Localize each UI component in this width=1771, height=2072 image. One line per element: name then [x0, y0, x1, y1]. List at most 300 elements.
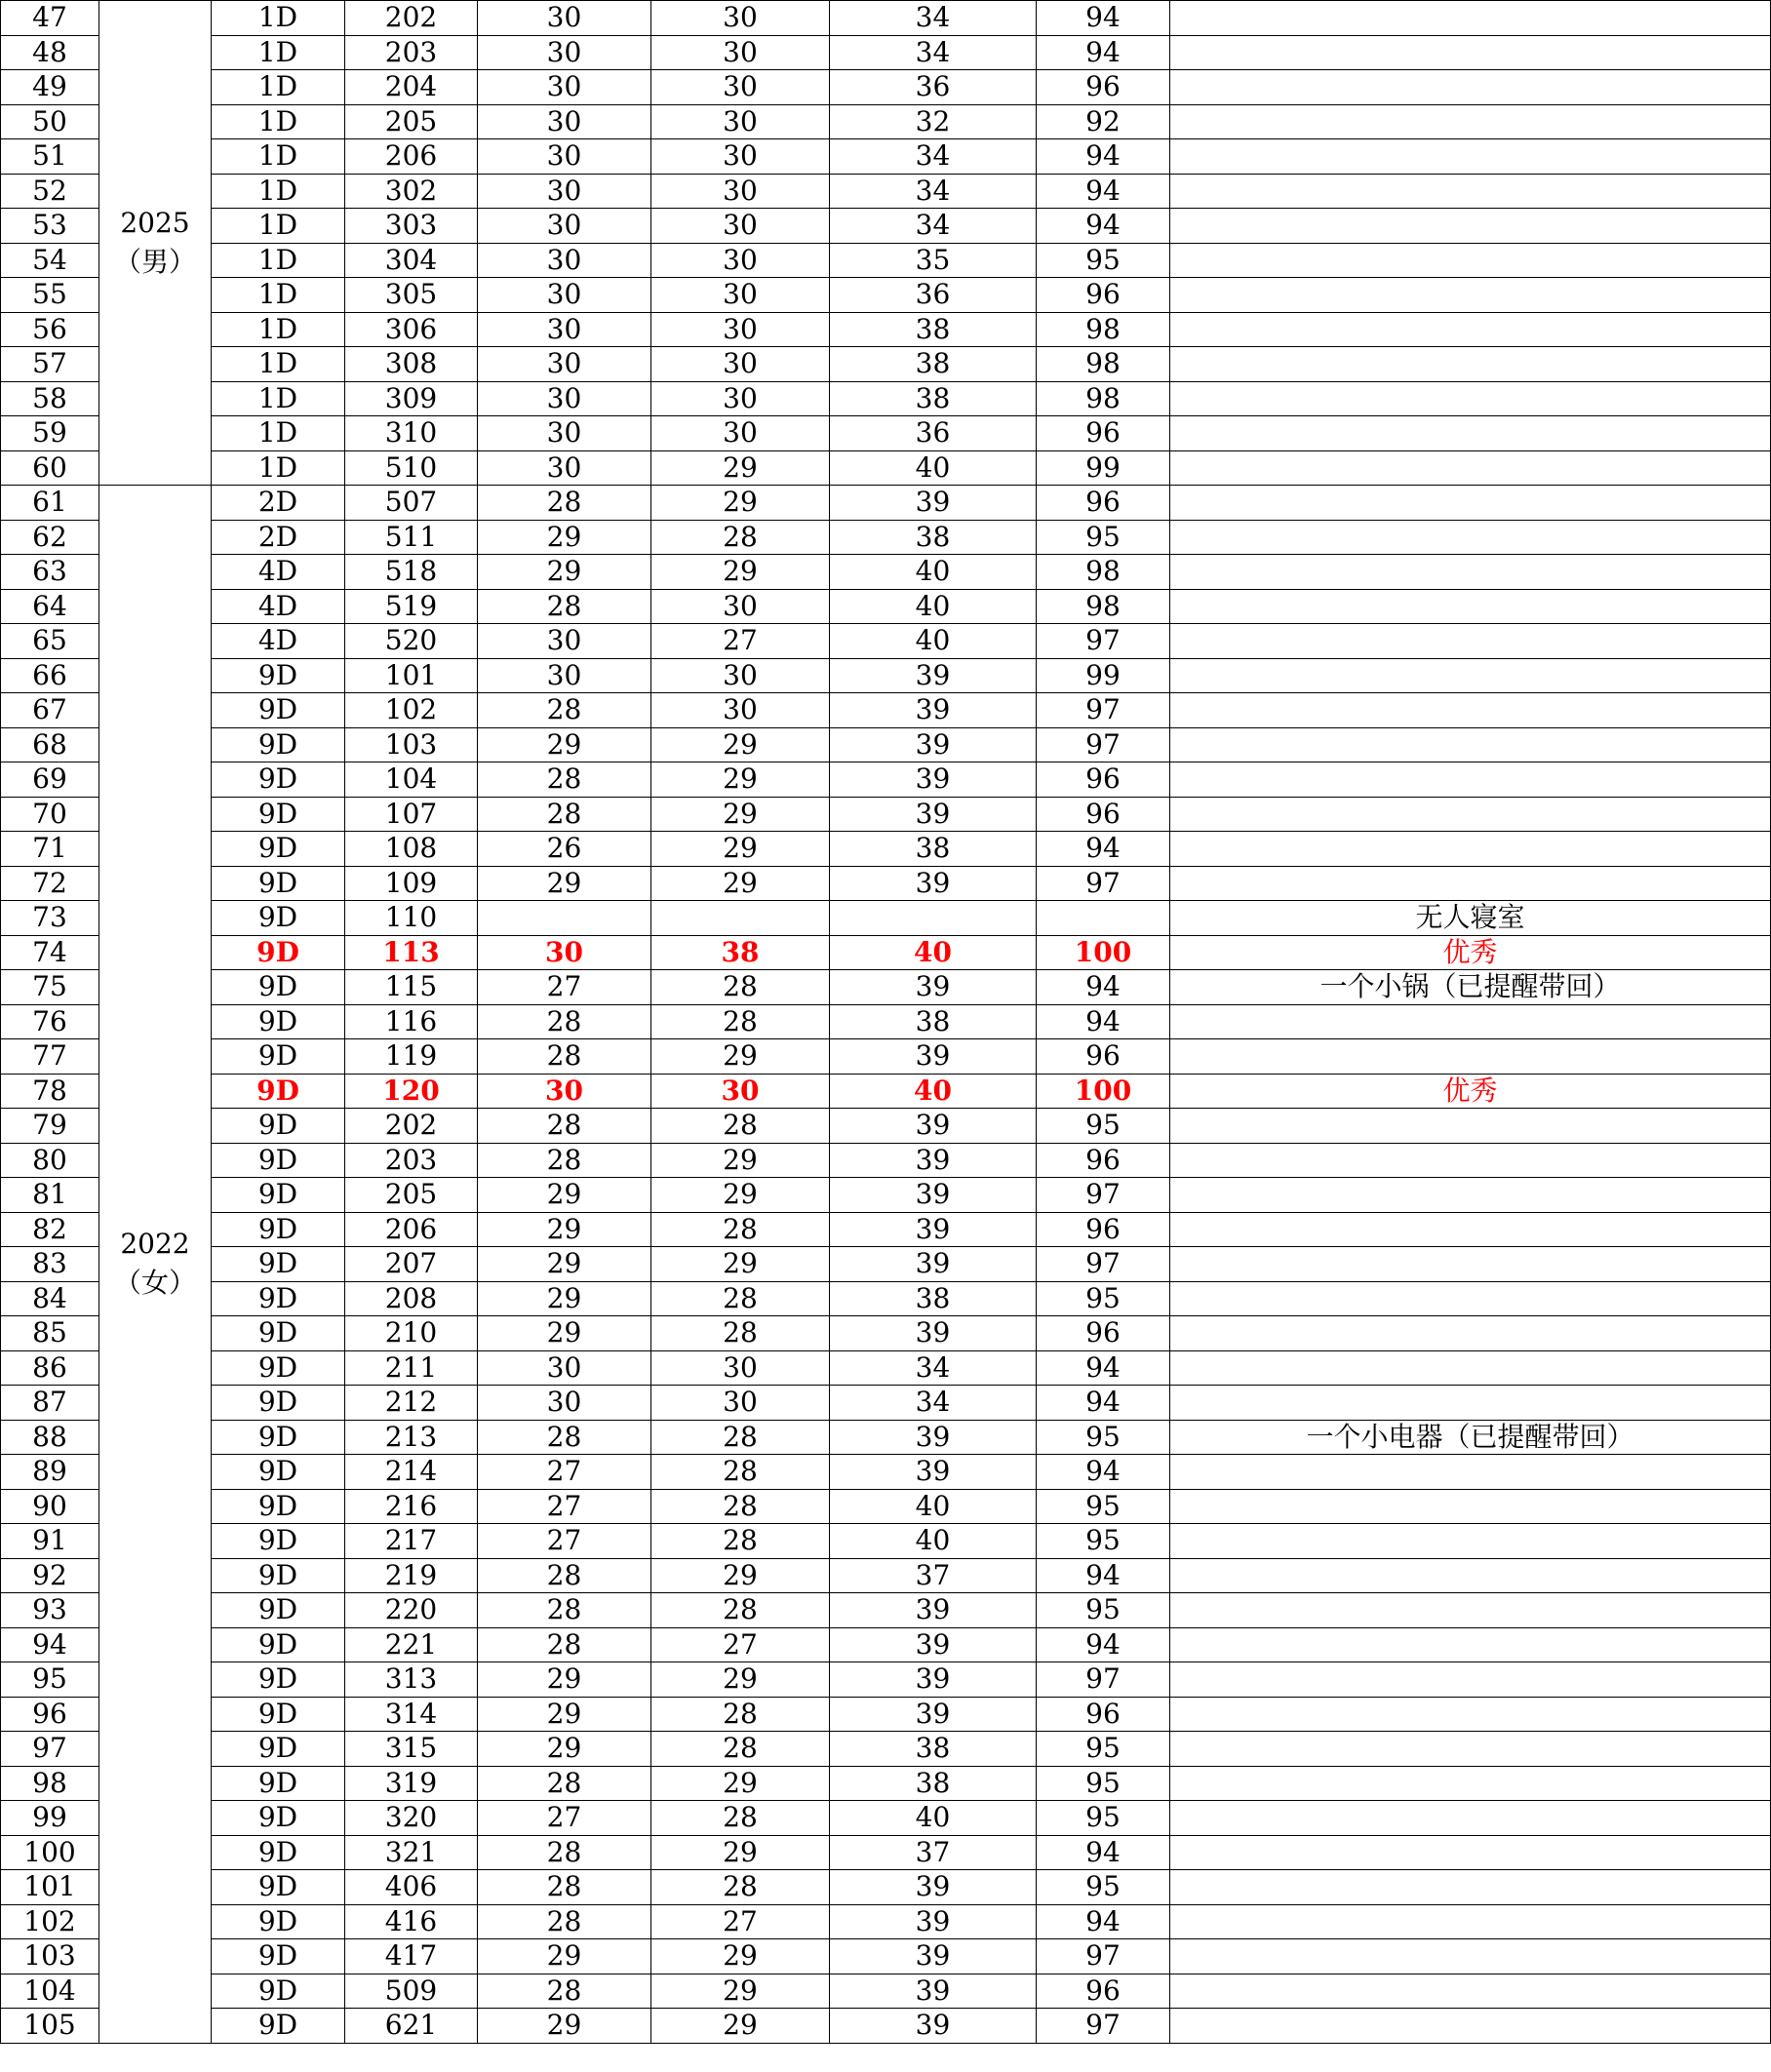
table-row	[1, 901, 1771, 936]
score-c-cell: 39	[830, 1974, 1037, 2009]
note-cell	[1170, 1904, 1771, 1939]
table-row	[1, 589, 1771, 624]
building-cell: 9D	[212, 832, 345, 867]
total-cell: 100	[1037, 935, 1170, 970]
room-cell: 204	[345, 70, 478, 105]
building-cell: 2D	[212, 486, 345, 521]
room-cell: 214	[345, 1455, 478, 1490]
row-number-cell: 86	[1, 1350, 99, 1386]
score-c-cell: 34	[830, 139, 1037, 175]
score-c-cell: 38	[830, 520, 1037, 555]
total-cell: 98	[1037, 347, 1170, 382]
score-c-cell: 34	[830, 1350, 1037, 1386]
score-b-cell: 30	[651, 658, 830, 693]
score-c-cell: 34	[830, 1, 1037, 36]
row-number-cell: 71	[1, 832, 99, 867]
table-row	[1, 1386, 1771, 1421]
table-row	[1, 35, 1771, 70]
note-cell	[1170, 416, 1771, 451]
total-cell: 94	[1037, 1, 1170, 36]
total-cell: 95	[1037, 1593, 1170, 1628]
score-a-cell: 30	[478, 416, 651, 451]
room-cell: 416	[345, 1904, 478, 1939]
row-number-cell: 78	[1, 1074, 99, 1109]
room-cell: 206	[345, 1212, 478, 1247]
building-cell: 1D	[212, 312, 345, 347]
building-cell: 1D	[212, 174, 345, 209]
room-cell: 212	[345, 1386, 478, 1421]
total-cell: 95	[1037, 1766, 1170, 1801]
total-cell: 94	[1037, 174, 1170, 209]
row-number-cell: 105	[1, 2009, 99, 2044]
total-cell: 95	[1037, 1281, 1170, 1316]
total-cell: 96	[1037, 416, 1170, 451]
building-cell: 1D	[212, 243, 345, 278]
score-c-cell: 34	[830, 35, 1037, 70]
row-number-cell: 87	[1, 1386, 99, 1421]
score-b-cell: 29	[651, 1039, 830, 1075]
room-cell: 116	[345, 1004, 478, 1039]
row-number-cell: 93	[1, 1593, 99, 1628]
building-cell: 9D	[212, 1281, 345, 1316]
total-cell: 94	[1037, 139, 1170, 175]
score-c-cell: 38	[830, 832, 1037, 867]
total-cell: 94	[1037, 35, 1170, 70]
building-cell: 9D	[212, 1627, 345, 1662]
table-row	[1, 1420, 1771, 1455]
building-cell: 9D	[212, 1316, 345, 1351]
room-cell: 519	[345, 589, 478, 624]
room-cell: 210	[345, 1316, 478, 1351]
building-cell: 9D	[212, 727, 345, 762]
table-row	[1, 312, 1771, 347]
score-b-cell: 30	[651, 416, 830, 451]
row-number-cell: 70	[1, 797, 99, 832]
score-a-cell: 28	[478, 762, 651, 798]
room-cell: 103	[345, 727, 478, 762]
total-cell: 98	[1037, 589, 1170, 624]
table-row	[1, 797, 1771, 832]
building-cell: 1D	[212, 416, 345, 451]
score-a-cell: 30	[478, 209, 651, 244]
score-b-cell: 29	[651, 762, 830, 798]
score-c-cell: 39	[830, 658, 1037, 693]
row-number-cell: 92	[1, 1558, 99, 1593]
total-cell: 95	[1037, 1109, 1170, 1144]
room-cell: 205	[345, 104, 478, 139]
total-cell: 97	[1037, 2009, 1170, 2044]
note-cell	[1170, 2009, 1771, 2044]
score-a-cell: 29	[478, 1178, 651, 1213]
table-row	[1, 1039, 1771, 1075]
row-number-cell: 50	[1, 104, 99, 139]
total-cell: 97	[1037, 727, 1170, 762]
note-cell	[1170, 1801, 1771, 1836]
score-b-cell: 28	[651, 1281, 830, 1316]
table-row	[1, 1, 1771, 36]
score-a-cell: 30	[478, 174, 651, 209]
note-cell	[1170, 762, 1771, 798]
score-c-cell: 39	[830, 1593, 1037, 1628]
table-row	[1, 416, 1771, 451]
note-cell	[1170, 35, 1771, 70]
score-b-cell: 29	[651, 832, 830, 867]
score-c-cell: 39	[830, 1143, 1037, 1178]
total-cell: 97	[1037, 1178, 1170, 1213]
note-cell	[1170, 278, 1771, 313]
total-cell: 98	[1037, 555, 1170, 590]
score-a-cell: 30	[478, 104, 651, 139]
note-cell	[1170, 1939, 1771, 1974]
score-c-cell: 36	[830, 416, 1037, 451]
total-cell: 94	[1037, 1350, 1170, 1386]
score-a-cell: 28	[478, 1039, 651, 1075]
building-cell: 9D	[212, 1386, 345, 1421]
note-cell	[1170, 1039, 1771, 1075]
note-cell	[1170, 1247, 1771, 1282]
score-b-cell: 29	[651, 1662, 830, 1698]
total-cell: 95	[1037, 243, 1170, 278]
note-cell	[1170, 1386, 1771, 1421]
score-c-cell: 39	[830, 1455, 1037, 1490]
score-b-cell: 29	[651, 2009, 830, 2044]
room-cell: 310	[345, 416, 478, 451]
score-c-cell: 40	[830, 935, 1037, 970]
building-cell: 2D	[212, 520, 345, 555]
note-cell	[1170, 70, 1771, 105]
total-cell: 96	[1037, 1697, 1170, 1732]
room-cell: 417	[345, 1939, 478, 1974]
score-c-cell: 40	[830, 1074, 1037, 1109]
note-cell	[1170, 1662, 1771, 1698]
score-b-cell: 27	[651, 1904, 830, 1939]
building-cell: 1D	[212, 1, 345, 36]
score-b-cell: 28	[651, 1420, 830, 1455]
table-row	[1, 1627, 1771, 1662]
total-cell: 99	[1037, 450, 1170, 486]
score-b-cell: 28	[651, 1212, 830, 1247]
building-cell: 9D	[212, 1420, 345, 1455]
building-cell: 1D	[212, 278, 345, 313]
table-row	[1, 1143, 1771, 1178]
score-c-cell: 37	[830, 1835, 1037, 1870]
total-cell: 97	[1037, 1247, 1170, 1282]
score-c-cell: 35	[830, 243, 1037, 278]
note-cell	[1170, 727, 1771, 762]
building-cell: 1D	[212, 209, 345, 244]
note-cell	[1170, 1316, 1771, 1351]
table-row	[1, 1247, 1771, 1282]
score-b-cell: 29	[651, 555, 830, 590]
note-cell	[1170, 1178, 1771, 1213]
building-cell: 9D	[212, 1801, 345, 1836]
score-b-cell: 30	[651, 139, 830, 175]
score-c-cell: 39	[830, 1662, 1037, 1698]
total-cell: 94	[1037, 1558, 1170, 1593]
room-cell: 621	[345, 2009, 478, 2044]
score-a-cell: 30	[478, 1350, 651, 1386]
score-c-cell: 39	[830, 1109, 1037, 1144]
group-year: 2025	[120, 207, 190, 239]
table-body	[1, 1, 1771, 2044]
score-b-cell: 29	[651, 797, 830, 832]
row-number-cell: 74	[1, 935, 99, 970]
room-cell: 319	[345, 1766, 478, 1801]
score-c-cell: 40	[830, 450, 1037, 486]
score-b-cell: 28	[651, 1004, 830, 1039]
row-number-cell: 76	[1, 1004, 99, 1039]
score-a-cell: 28	[478, 1904, 651, 1939]
row-number-cell: 68	[1, 727, 99, 762]
row-number-cell: 48	[1, 35, 99, 70]
score-a-cell: 28	[478, 1420, 651, 1455]
score-c-cell: 32	[830, 104, 1037, 139]
score-a-cell: 30	[478, 1386, 651, 1421]
table-row	[1, 693, 1771, 728]
score-c-cell: 38	[830, 1004, 1037, 1039]
score-a-cell: 29	[478, 1247, 651, 1282]
room-cell: 305	[345, 278, 478, 313]
building-cell: 9D	[212, 797, 345, 832]
score-a-cell: 28	[478, 1143, 651, 1178]
building-cell: 9D	[212, 1904, 345, 1939]
score-c-cell: 34	[830, 174, 1037, 209]
row-number-cell: 63	[1, 555, 99, 590]
table-row	[1, 1766, 1771, 1801]
note-cell	[1170, 312, 1771, 347]
score-c-cell: 38	[830, 347, 1037, 382]
table-row	[1, 243, 1771, 278]
table-row	[1, 1939, 1771, 1974]
table-row	[1, 1697, 1771, 1732]
score-c-cell: 40	[830, 1801, 1037, 1836]
row-number-cell: 64	[1, 589, 99, 624]
score-b-cell: 30	[651, 1386, 830, 1421]
score-b-cell: 28	[651, 1524, 830, 1559]
note-cell	[1170, 589, 1771, 624]
score-a-cell: 29	[478, 1281, 651, 1316]
score-a-cell: 30	[478, 312, 651, 347]
room-cell: 113	[345, 935, 478, 970]
score-a-cell: 27	[478, 970, 651, 1005]
room-cell: 213	[345, 1420, 478, 1455]
total-cell: 96	[1037, 762, 1170, 798]
score-c-cell: 34	[830, 1386, 1037, 1421]
score-b-cell: 30	[651, 35, 830, 70]
building-cell: 9D	[212, 1039, 345, 1075]
building-cell: 9D	[212, 1004, 345, 1039]
total-cell: 97	[1037, 624, 1170, 659]
row-number-cell: 91	[1, 1524, 99, 1559]
table-row	[1, 1281, 1771, 1316]
building-cell: 9D	[212, 1455, 345, 1490]
room-cell: 109	[345, 866, 478, 901]
room-cell: 208	[345, 1281, 478, 1316]
row-number-cell: 58	[1, 381, 99, 416]
room-cell: 306	[345, 312, 478, 347]
row-number-cell: 51	[1, 139, 99, 175]
row-number-cell: 83	[1, 1247, 99, 1282]
total-cell: 95	[1037, 1489, 1170, 1524]
building-cell: 9D	[212, 1974, 345, 2009]
building-cell: 1D	[212, 70, 345, 105]
score-a-cell: 30	[478, 139, 651, 175]
score-a-cell: 28	[478, 1627, 651, 1662]
note-cell	[1170, 832, 1771, 867]
score-c-cell: 39	[830, 1939, 1037, 1974]
score-b-cell: 30	[651, 174, 830, 209]
score-a-cell: 30	[478, 243, 651, 278]
score-a-cell: 28	[478, 589, 651, 624]
score-c-cell: 38	[830, 1732, 1037, 1767]
total-cell: 97	[1037, 693, 1170, 728]
note-cell	[1170, 139, 1771, 175]
row-number-cell: 52	[1, 174, 99, 209]
room-cell: 202	[345, 1109, 478, 1144]
building-cell: 1D	[212, 35, 345, 70]
table-row	[1, 70, 1771, 105]
row-number-cell: 95	[1, 1662, 99, 1698]
room-cell: 203	[345, 1143, 478, 1178]
score-a-cell: 30	[478, 347, 651, 382]
score-c-cell: 39	[830, 1904, 1037, 1939]
note-cell	[1170, 1281, 1771, 1316]
total-cell: 96	[1037, 1212, 1170, 1247]
building-cell: 9D	[212, 1662, 345, 1698]
table-row	[1, 278, 1771, 313]
score-b-cell: 30	[651, 381, 830, 416]
total-cell: 95	[1037, 1524, 1170, 1559]
note-cell: 一个小锅（已提醒带回）	[1170, 970, 1771, 1005]
score-c-cell: 36	[830, 278, 1037, 313]
score-a-cell: 29	[478, 1212, 651, 1247]
note-cell	[1170, 658, 1771, 693]
score-b-cell: 27	[651, 1627, 830, 1662]
group-year: 2022	[120, 1228, 190, 1261]
row-number-cell: 101	[1, 1870, 99, 1905]
total-cell: 96	[1037, 1974, 1170, 2009]
building-cell: 9D	[212, 1766, 345, 1801]
building-cell: 9D	[212, 1593, 345, 1628]
score-a-cell: 30	[478, 381, 651, 416]
row-number-cell: 49	[1, 70, 99, 105]
room-cell: 211	[345, 1350, 478, 1386]
note-cell	[1170, 347, 1771, 382]
score-a-cell: 30	[478, 935, 651, 970]
building-cell: 1D	[212, 450, 345, 486]
building-cell: 1D	[212, 347, 345, 382]
table-row	[1, 1801, 1771, 1836]
score-c-cell: 39	[830, 486, 1037, 521]
building-cell: 9D	[212, 1247, 345, 1282]
total-cell: 94	[1037, 209, 1170, 244]
note-cell	[1170, 1870, 1771, 1905]
table-row	[1, 1558, 1771, 1593]
score-a-cell: 27	[478, 1801, 651, 1836]
room-cell: 104	[345, 762, 478, 798]
table-row	[1, 1455, 1771, 1490]
note-cell	[1170, 209, 1771, 244]
score-c-cell: 39	[830, 1178, 1037, 1213]
table-row	[1, 1870, 1771, 1905]
table-row	[1, 520, 1771, 555]
table-row	[1, 624, 1771, 659]
room-cell: 511	[345, 520, 478, 555]
score-c-cell: 39	[830, 693, 1037, 728]
table-row	[1, 486, 1771, 521]
row-number-cell: 61	[1, 486, 99, 521]
score-b-cell: 28	[651, 1109, 830, 1144]
score-b-cell: 29	[651, 1143, 830, 1178]
note-cell	[1170, 1766, 1771, 1801]
note-cell	[1170, 797, 1771, 832]
total-cell: 94	[1037, 970, 1170, 1005]
score-c-cell: 38	[830, 1281, 1037, 1316]
row-number-cell: 77	[1, 1039, 99, 1075]
score-b-cell: 30	[651, 1074, 830, 1109]
room-cell: 207	[345, 1247, 478, 1282]
note-cell	[1170, 1697, 1771, 1732]
score-b-cell: 38	[651, 935, 830, 970]
note-cell	[1170, 1212, 1771, 1247]
row-number-cell: 97	[1, 1732, 99, 1767]
total-cell: 94	[1037, 1455, 1170, 1490]
total-cell: 100	[1037, 1074, 1170, 1109]
note-cell	[1170, 1, 1771, 36]
row-number-cell: 73	[1, 901, 99, 936]
score-c-cell: 40	[830, 555, 1037, 590]
score-a-cell: 27	[478, 1524, 651, 1559]
score-b-cell: 29	[651, 1247, 830, 1282]
score-b-cell: 29	[651, 1835, 830, 1870]
score-b-cell: 28	[651, 1801, 830, 1836]
table-row	[1, 658, 1771, 693]
score-c-cell: 39	[830, 1247, 1037, 1282]
building-cell: 9D	[212, 762, 345, 798]
total-cell: 96	[1037, 1039, 1170, 1075]
table-row	[1, 174, 1771, 209]
note-cell: 一个小电器（已提醒带回）	[1170, 1420, 1771, 1455]
score-b-cell: 29	[651, 866, 830, 901]
score-b-cell: 30	[651, 1350, 830, 1386]
room-cell: 321	[345, 1835, 478, 1870]
room-cell: 217	[345, 1524, 478, 1559]
table-row	[1, 1316, 1771, 1351]
row-number-cell: 56	[1, 312, 99, 347]
building-cell: 9D	[212, 1524, 345, 1559]
total-cell: 95	[1037, 1732, 1170, 1767]
room-cell: 510	[345, 450, 478, 486]
room-cell: 119	[345, 1039, 478, 1075]
building-cell: 9D	[212, 1732, 345, 1767]
building-cell: 9D	[212, 1697, 345, 1732]
score-a-cell: 26	[478, 832, 651, 867]
score-b-cell: 29	[651, 727, 830, 762]
score-c-cell: 39	[830, 1420, 1037, 1455]
note-cell	[1170, 1004, 1771, 1039]
score-a-cell: 30	[478, 624, 651, 659]
room-cell: 302	[345, 174, 478, 209]
total-cell: 95	[1037, 520, 1170, 555]
row-number-cell: 67	[1, 693, 99, 728]
building-cell: 1D	[212, 139, 345, 175]
note-cell	[1170, 486, 1771, 521]
group-gender: （男）	[113, 246, 196, 278]
score-c-cell: 40	[830, 1489, 1037, 1524]
total-cell: 96	[1037, 1143, 1170, 1178]
note-cell: 无人寝室	[1170, 901, 1771, 936]
building-cell: 9D	[212, 1870, 345, 1905]
